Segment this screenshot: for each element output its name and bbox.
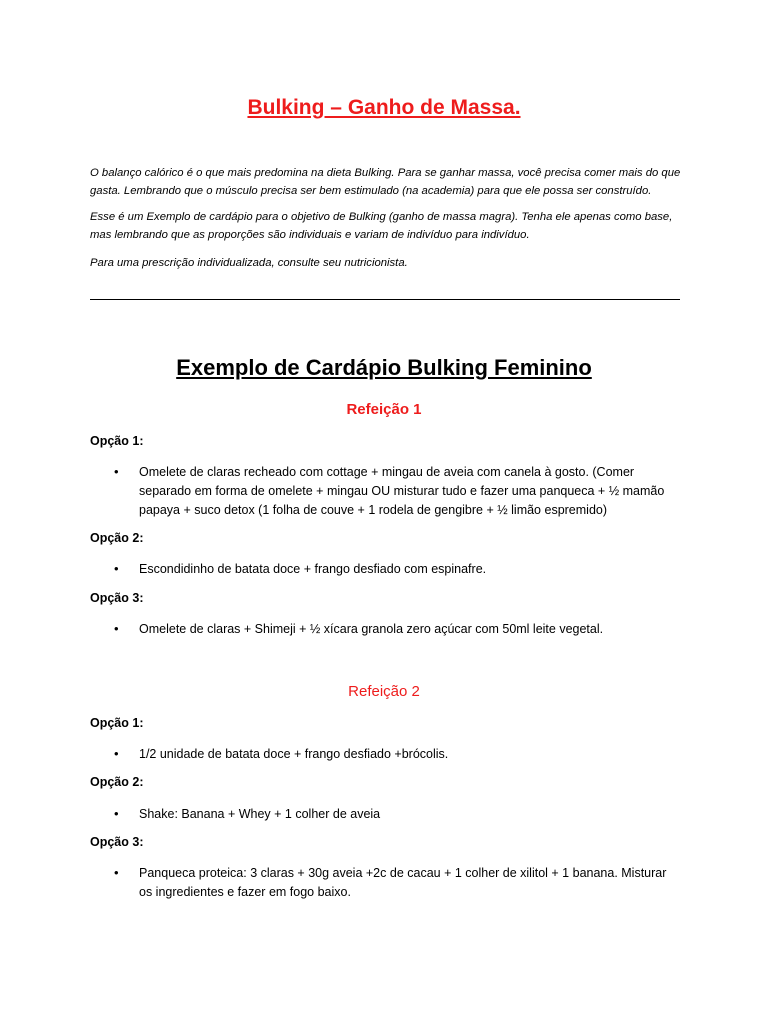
bullet-icon: • [114,464,119,479]
list-item [114,620,674,639]
bullet-icon: • [114,621,119,636]
bullet-icon: • [114,806,119,821]
list-item-text: Shake: Banana + Whey + 1 colher de aveia [139,807,381,821]
bullet-icon: • [114,746,119,761]
bullet-icon: • [114,865,119,880]
option-label: Opção 2: [90,531,144,545]
option-label: Opção 1: [90,434,144,448]
list-item [114,745,674,764]
bullet-icon: • [114,561,119,576]
list-item [114,463,674,520]
list-item-text: Escondidinho de batata doce + frango desfiado com espinafre. [139,562,487,576]
intro-paragraph-consult: Para uma prescrição individualizada, consulte seu nutricionista. [90,257,408,269]
meal-title-refeicao-2: Refeição 2 [348,683,420,700]
list-item [114,805,674,824]
list-item [114,864,674,902]
list-item [114,560,674,579]
list-item-text: Omelete de claras + Shimeji + ½ xícara granola zero açúcar com 50ml leite vegetal. [139,622,604,636]
list-item-text: Panqueca proteica: 3 claras + 30g aveia +2c de cacau + 1 colher de xilitol + 1 banana. Misturar os ingredientes e fazer em fogo baixo. [139,866,667,899]
option-label: Opção 1: [90,716,144,730]
list-item-text: Omelete de claras recheado com cottage + mingau de aveia com canela à gosto. (Comer separado em forma de omelete + mingau OU misturar tudo e fazer uma panqueca + ½ mamão papaya + suco detox (1 folha de couve + 1 rodela de gengibre + ½ limão espremido) [139,465,665,517]
intro-paragraph-caloric-balance: O balanço calórico é o que mais predomina na dieta Bulking. Para se ganhar massa, você precisa comer mais do que gasta. Lembrando que o músculo precisa ser bem estimulado (na academia) para que ele possa ser construído. [90,167,681,197]
list-item-text: 1/2 unidade de batata doce + frango desfiado +brócolis. [139,747,449,761]
horizontal-divider [90,299,680,300]
option-label: Opção 2: [90,775,144,789]
menu-title: Exemplo de Cardápio Bulking Feminino [176,355,592,380]
intro-paragraph-example-menu: Esse é um Exemplo de cardápio para o objetivo de Bulking (ganho de massa magra). Tenha ele apenas como base, mas lembrando que as proporções são individuais e variam de indivíduo para indivíduo. [90,211,673,241]
option-label: Opção 3: [90,835,144,849]
document-title: Bulking – Ganho de Massa. [247,96,521,119]
meal-title-refeicao-1: Refeição 1 [346,401,422,418]
option-label: Opção 3: [90,591,144,605]
